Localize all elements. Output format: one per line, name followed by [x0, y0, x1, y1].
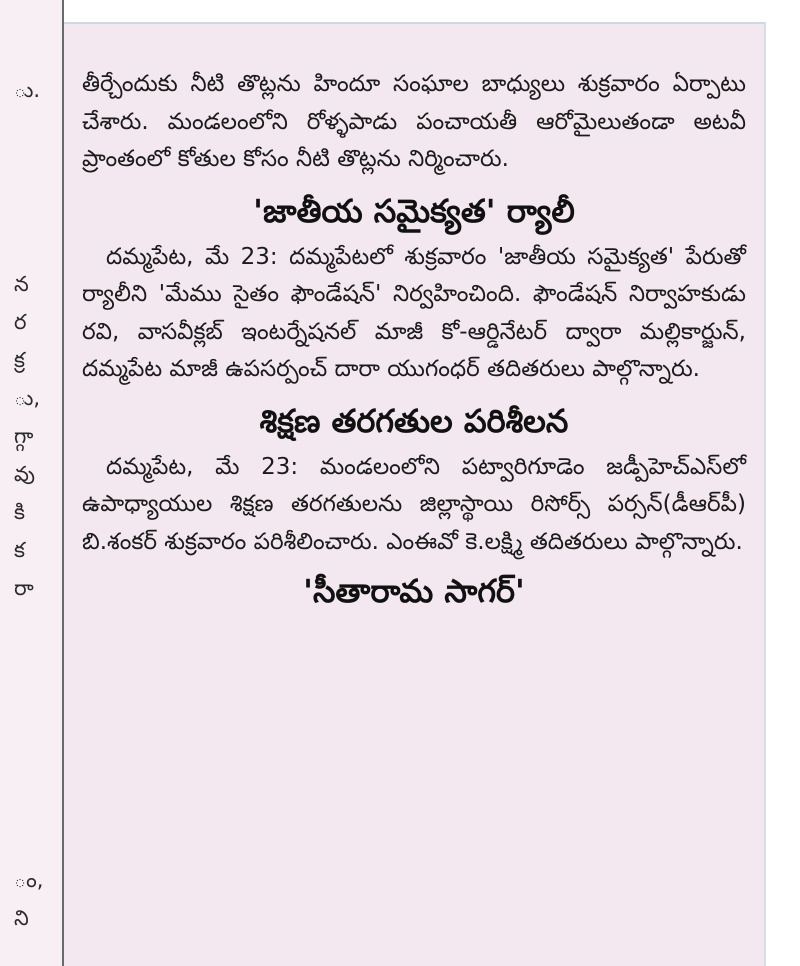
section-heading: 'జాతీయ సమైక్యత' ర్యాలీ: [253, 191, 575, 230]
left-fragment: న: [14, 272, 29, 296]
left-fragment: క్ర: [14, 348, 25, 372]
left-fragment: కి: [14, 500, 25, 524]
section-heading: 'సీతారామ సాగర్': [303, 572, 525, 610]
left-fragment: ం,: [14, 868, 44, 892]
left-fragment: రా: [14, 576, 34, 600]
section-body: దమ్మపేట, మే 23: మండలంలోని పట్వారిగూడెం జడ్పీహెచ్ఎస్‌లో ఉపాధ్యాయుల శిక్షణ తరగతులను జిల్లాస్థాయి రిసోర్స్ పర్సన్(డీఆర్‌పీ) బి.శంకర్ శుక్రవారం పరిశీలించారు. ఎంఈవో కె.లక్ష్మి తదితరులు పాల్గొన్నారు.: [82, 453, 746, 555]
intro-paragraph: తీర్చేందుకు నీటి తొట్లను హిందూ సంఘాల బాధ్యులు శుక్రవారం ఏర్పాటు చేశారు. మండలంలోని రోళ్ళపాడు పంచాయతీ ఆరోమైలుతండా అటవీ ప్రాంతంలో కోతుల కోసం నీటి తొట్లను నిర్మించారు.: [82, 71, 746, 172]
left-fragment: ర: [14, 310, 27, 334]
left-fragment: క: [14, 538, 25, 562]
left-column-fragment: [0, 0, 62, 966]
left-fragment: గ్గా: [14, 424, 34, 448]
page-margin: [766, 0, 800, 966]
left-fragment: ని: [14, 906, 29, 930]
section-heading: శిక్షణ తరగతుల పరిశీలన: [259, 401, 569, 440]
section-body: దమ్మపేట, మే 23: దమ్మపేటలో శుక్రవారం 'జాతీయ సమైక్యత' పేరుతో ర్యాలీని 'మేము సైతం ఫౌండేషన్' నిర్వహించింది. ఫౌండేషన్ నిర్వాహకుడు రవి, వాసవీక్లబ్ ఇంటర్నేషనల్ మాజీ కో-ఆర్డినేటర్ ద్వారా మల్లికార్జున్, దమ్మపేట మాజీ ఉపసర్పంచ్ దారా యుగంధర్ తదితరులు పాల్గొన్నారు.: [82, 243, 746, 382]
left-fragment: వు: [14, 462, 35, 486]
left-fragment: ు.: [14, 78, 41, 102]
left-fragment: ు,: [14, 386, 41, 410]
article-content: [82, 66, 746, 619]
